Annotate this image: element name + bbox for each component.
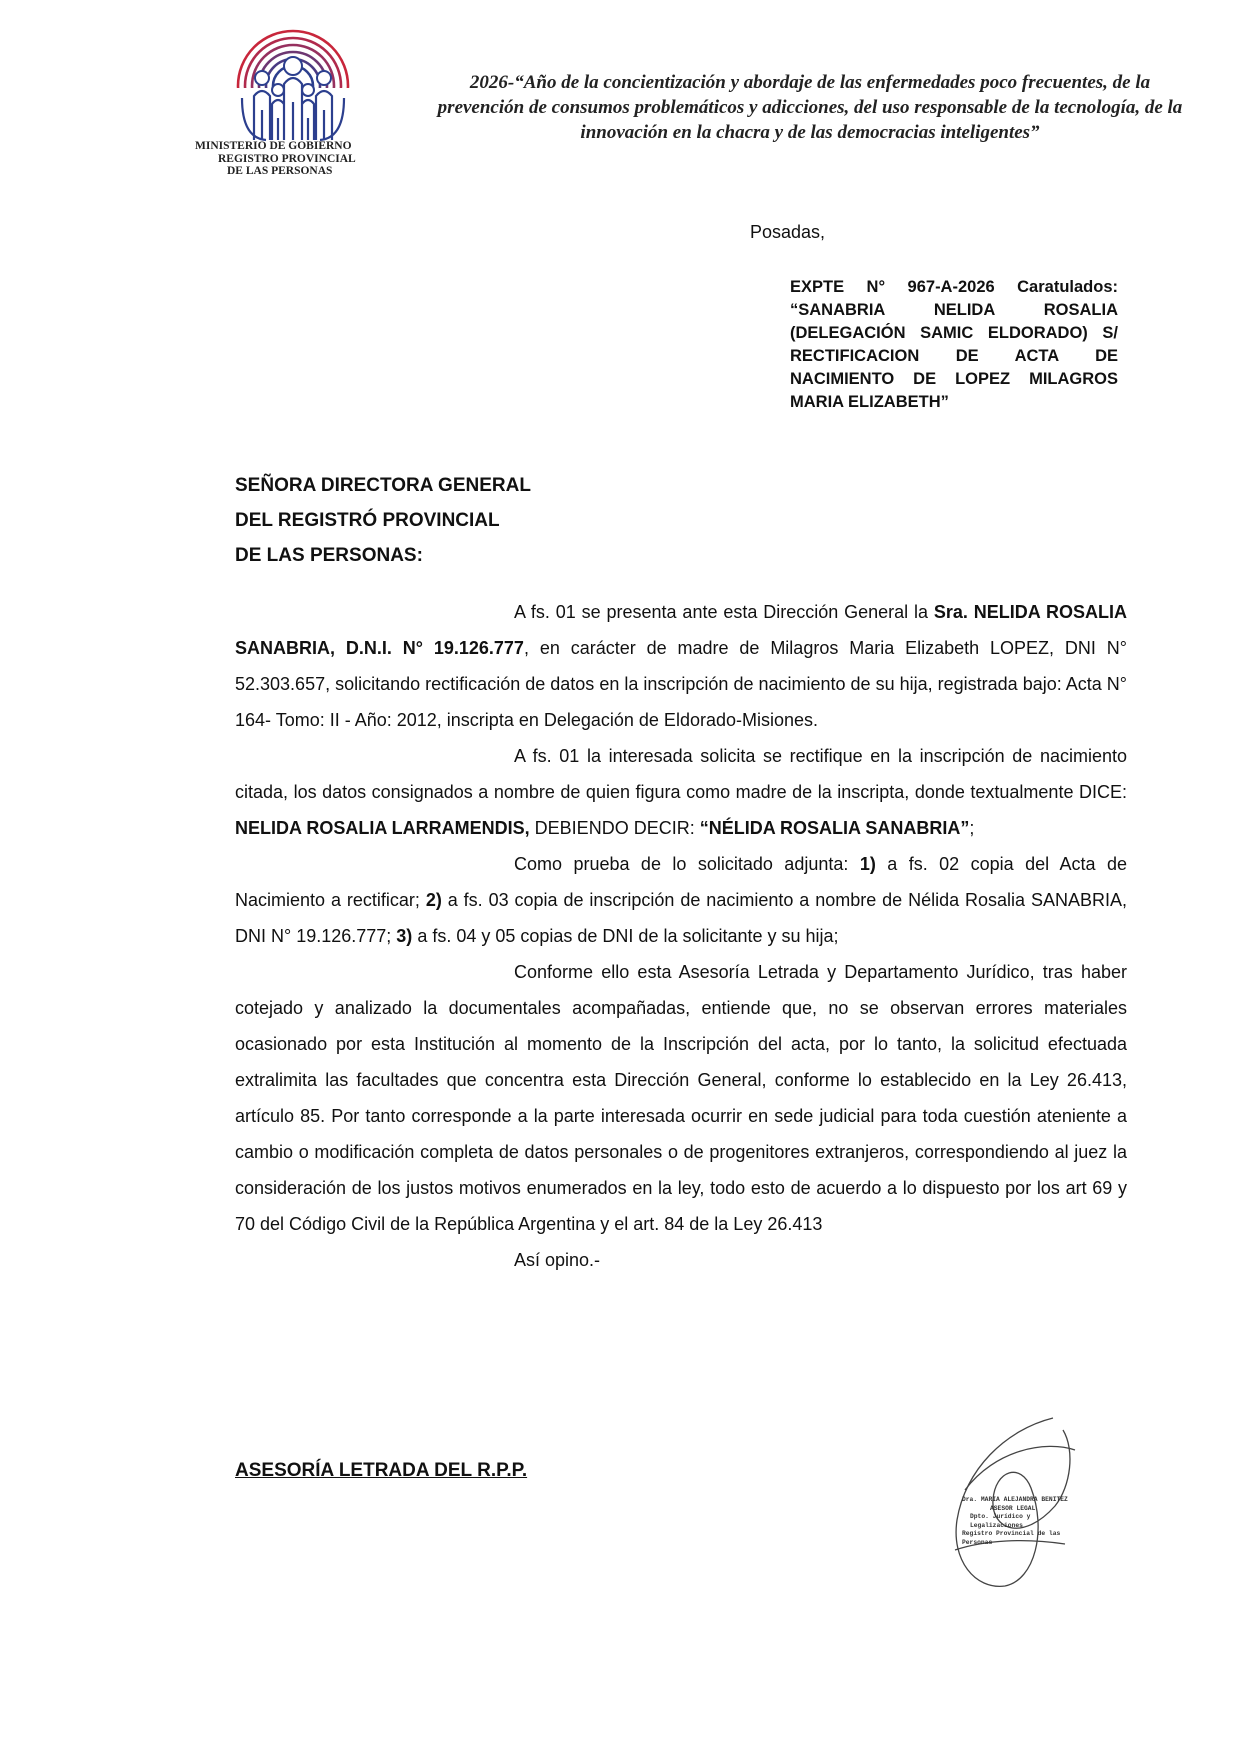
stamp-line: Dpto. Jurídico y Legalizaciones — [970, 1513, 1031, 1529]
addressee — [235, 468, 531, 573]
stamp-line: Dra. MARIA ALEJANDRA BENITEZ — [962, 1496, 1068, 1503]
paragraph: Conforme ello esta Asesoría Letrada y Departamento Jurídico, tras haber cotejado y analizado la documentales acompañadas, entiende que, no se observan errores materiales ocasionado por esta Institución al momento de la Inscripción del acta, por lo tanto, la solicitud efectuada extralimita las facultades que concentra esta Dirección General, conforme lo establecido en la Ley 26.413, artículo 85. Por tanto corresponde a la parte interesada ocurrir en sede judicial para toda cuestión ateniente a cambio o modificación completa de datos personales o de progenitores extranjeros, correspondiendo al juez la consideración de los justos motivos enumerados en la ley, todo esto de acuerdo a lo dispuesto por los art 69 y 70 del Código Civil de la República Argentina y el art. 84 de la Ley 26.413 — [235, 962, 1127, 1234]
addressee-line: SEÑORA DIRECTORA GENERAL — [235, 475, 531, 496]
place-date: Posadas, — [750, 222, 826, 242]
ministry-line: MINISTERIO DE GOBIERNO — [195, 140, 352, 152]
signature-stamp — [962, 1496, 1082, 1547]
opinion-body — [235, 594, 1127, 1278]
paragraph: Como prueba de lo solicitado adjunta: 1) a fs. 02 copia del Acta de Nacimiento a rectificar; 2) a fs. 03 copia de inscripción de nacimiento a nombre de Nélida Rosalia SANABRIA, DNI N° 19.126.777; 3) a fs. 04 y 05 copias de DNI de la solicitante y su hija; — [235, 854, 1128, 946]
addressee-line: DEL REGISTRÓ PROVINCIAL — [235, 510, 500, 531]
stamp-line: Registro Provincial de las Personas — [962, 1530, 1061, 1546]
addressee-line: DE LAS PERSONAS: — [235, 545, 423, 566]
stamp-line: ASESOR LEGAL — [990, 1504, 1036, 1512]
ministry-line: DE LAS PERSONAS — [227, 165, 333, 177]
year-motto: 2026-“Año de la concientización y abordaje de las enfermedades poco frecuentes, de la prevención de consumos problemáticos y adicciones, del uso responsable de la tecnología, de la innovación en la chacra y de las democracias inteligentes” — [437, 72, 1183, 143]
signoff: ASESORÍA LETRADA DEL R.P.P. — [235, 1460, 528, 1481]
paragraph: A fs. 01 la interesada solicita se rectifique en la inscripción de nacimiento citada, los datos consignados a nombre de quien figura como madre de la inscripta, donde textualmente DICE: NELIDA ROSALIA LARRAMENDIS, DEBIENDO DECIR: “NÉLIDA ROSALIA SANABRIA”; — [235, 746, 1127, 838]
ministry-name — [180, 140, 390, 178]
family-fingerprint-logo-icon — [232, 28, 354, 146]
case-reference: EXPTE N° 967-A-2026 Caratulados: “SANABRIA NELIDA ROSALIA (DELEGACIÓN SAMIC ELDORADO) S/ RECTIFICACION DE ACTA DE NACIMIENTO DE LOPEZ MILAGROS MARIA ELIZABETH” — [790, 278, 1118, 411]
closing-line: Así opino.- — [514, 1250, 601, 1270]
ministry-line: REGISTRO PROVINCIAL — [218, 152, 356, 165]
paragraph: A fs. 01 se presenta ante esta Dirección General la Sra. NELIDA ROSALIA SANABRIA, D.N.I. N° 19.126.777, en carácter de madre de Milagros Maria Elizabeth LOPEZ, DNI N° 52.303.657, solicitando rectificación de datos en la inscripción de nacimiento de su hija, registrada bajo: Acta N° 164- Tomo: II - Año: 2012, inscripta en Delegación de Eldorado-Misiones. — [235, 602, 1127, 730]
